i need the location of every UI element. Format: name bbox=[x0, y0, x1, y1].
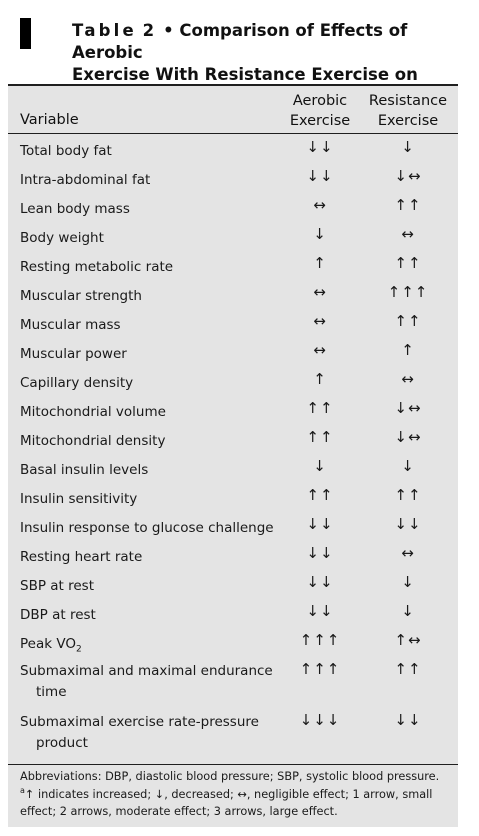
header-resistance-line-2: Exercise bbox=[377, 113, 439, 129]
row-resistance-effect: ↔ bbox=[401, 225, 415, 243]
row-aerobic-effect: ↔ bbox=[313, 283, 327, 301]
row-resistance-effect: ↓↓ bbox=[394, 711, 422, 729]
title-bullet: • bbox=[163, 21, 174, 40]
table-row bbox=[8, 540, 458, 569]
row-aerobic-effect: ↓↓ bbox=[306, 602, 334, 620]
row-aerobic-effect: ↓↓ bbox=[306, 138, 334, 156]
row-resistance-effect: ↑↑ bbox=[394, 660, 422, 678]
row-aerobic-effect: ↓ bbox=[313, 225, 327, 243]
row-aerobic-effect: ↑ bbox=[313, 254, 327, 272]
header-aerobic-line-2: Exercise bbox=[289, 113, 351, 129]
table-row bbox=[8, 308, 458, 337]
row-resistance-effect: ↑↑ bbox=[394, 312, 422, 330]
row-variable-label: Resting heart rate bbox=[20, 549, 143, 565]
row-variable-label: Lean body mass bbox=[20, 201, 130, 217]
row-label-line-1: Submaximal exercise rate-pressure bbox=[20, 714, 259, 730]
table-row bbox=[8, 221, 458, 250]
row-resistance-effect: ↔ bbox=[401, 544, 415, 562]
row-aerobic-effect: ↔ bbox=[313, 196, 327, 214]
row-aerobic-effect: ↑ bbox=[313, 370, 327, 388]
header-aerobic-line-1: Aerobic bbox=[292, 93, 348, 109]
table-row bbox=[8, 192, 458, 221]
footnote-marker: a bbox=[20, 785, 25, 795]
row-variable-label: Resting metabolic rate bbox=[20, 259, 174, 275]
row-aerobic-effect: ↓↓ bbox=[306, 544, 334, 562]
table-row bbox=[8, 134, 458, 163]
title-block bbox=[8, 8, 468, 82]
row-variable-label: Muscular mass bbox=[20, 317, 121, 333]
row-variable-label: Mitochondrial volume bbox=[20, 404, 166, 420]
row-aerobic-effect: ↑↑ bbox=[306, 428, 334, 446]
row-variable-label: Intra-abdominal fat bbox=[20, 172, 151, 188]
row-variable-label: Basal insulin levels bbox=[20, 462, 149, 478]
table-row bbox=[8, 279, 458, 308]
row-resistance-effect: ↓↔ bbox=[394, 399, 422, 417]
row-aerobic-effect: ↔ bbox=[313, 341, 327, 359]
row-variable-label: Mitochondrial density bbox=[20, 433, 166, 449]
table-row bbox=[8, 511, 458, 540]
row-resistance-effect: ↑↔ bbox=[394, 631, 422, 649]
row-variable-label: Total body fat bbox=[20, 143, 112, 159]
row-resistance-effect: ↑↑ bbox=[394, 196, 422, 214]
table-row bbox=[8, 453, 458, 482]
table-footnote bbox=[20, 768, 450, 821]
row-variable-label: DBP at rest bbox=[20, 607, 96, 623]
row-variable-label: Muscular strength bbox=[20, 288, 142, 304]
row-aerobic-effect: ↑↑↑ bbox=[299, 631, 341, 649]
row-variable-label: Body weight bbox=[20, 230, 104, 246]
row-resistance-effect: ↑↑ bbox=[394, 254, 422, 272]
table-row bbox=[8, 598, 458, 627]
row-resistance-effect: ↓↔ bbox=[394, 167, 422, 185]
table-row bbox=[8, 707, 458, 758]
row-aerobic-effect: ↓ bbox=[313, 457, 327, 475]
row-aerobic-effect: ↑↑ bbox=[306, 486, 334, 504]
row-aerobic-effect: ↓↓ bbox=[306, 167, 334, 185]
title-marker-bar bbox=[20, 18, 31, 49]
row-resistance-effect: ↑ bbox=[401, 341, 415, 359]
row-resistance-effect: ↓ bbox=[401, 573, 415, 591]
table-rows bbox=[8, 134, 458, 758]
header-variable: Variable bbox=[20, 112, 79, 128]
row-variable-label bbox=[20, 661, 295, 703]
row-label-line-1: Submaximal and maximal endurance bbox=[20, 663, 273, 679]
table-row bbox=[8, 395, 458, 424]
row-resistance-effect: ↓ bbox=[401, 457, 415, 475]
row-resistance-effect: ↑↑↑ bbox=[387, 283, 429, 301]
table-word: Table bbox=[72, 21, 137, 40]
row-aerobic-effect: ↑↑↑ bbox=[299, 660, 341, 678]
table-row bbox=[8, 250, 458, 279]
row-label-continuation: product bbox=[36, 735, 88, 751]
row-variable-label: Capillary density bbox=[20, 375, 134, 391]
table-row bbox=[8, 366, 458, 395]
row-resistance-effect: ↓ bbox=[401, 602, 415, 620]
footnote-arrow-legend: ↑ indicates increased; ↓, decreased; ↔, negligible effect; 1 arrow, small effect; 2 arrows, moderate effect; 3 arrows, large effect. bbox=[20, 787, 433, 818]
row-aerobic-effect: ↓↓ bbox=[306, 515, 334, 533]
header-aerobic-exercise bbox=[275, 91, 365, 131]
table-row bbox=[8, 482, 458, 511]
row-variable-label: Insulin response to glucose challenge bbox=[20, 520, 274, 536]
header-resistance-line-1: Resistance bbox=[368, 93, 448, 109]
table-row bbox=[8, 569, 458, 598]
table-row bbox=[8, 163, 458, 192]
header-resistance-exercise bbox=[363, 91, 453, 131]
table-number: 2 bbox=[142, 21, 158, 40]
row-resistance-effect: ↑↑ bbox=[394, 486, 422, 504]
peak-vo-text: Peak VO bbox=[20, 636, 76, 652]
row-resistance-effect: ↓↔ bbox=[394, 428, 422, 446]
row-variable-label: SBP at rest bbox=[20, 578, 95, 594]
row-resistance-effect: ↔ bbox=[401, 370, 415, 388]
table-row bbox=[8, 656, 458, 707]
row-resistance-effect: ↓ bbox=[401, 138, 415, 156]
row-aerobic-effect: ↑↑ bbox=[306, 399, 334, 417]
row-variable-label: Insulin sensitivity bbox=[20, 491, 138, 507]
title-line-1: Comparison of Effects of Aerobic bbox=[72, 21, 408, 62]
table-row bbox=[8, 337, 458, 366]
title-line-2: Exercise With Resistance Exercise on bbox=[72, 65, 418, 84]
table-top-rule bbox=[8, 84, 458, 86]
footnote-abbreviations: Abbreviations: DBP, diastolic blood pressure; SBP, systolic blood pressure. bbox=[20, 770, 440, 783]
table-row bbox=[8, 627, 458, 656]
row-variable-label: Muscular power bbox=[20, 346, 127, 362]
table-footer-rule bbox=[8, 764, 458, 765]
row-resistance-effect: ↓↓ bbox=[394, 515, 422, 533]
peak-vo-subscript: 2 bbox=[75, 644, 82, 655]
table-row bbox=[8, 424, 458, 453]
row-aerobic-effect: ↓↓↓ bbox=[299, 711, 341, 729]
row-variable-label bbox=[20, 712, 295, 754]
row-aerobic-effect: ↓↓ bbox=[306, 573, 334, 591]
row-label-continuation: time bbox=[36, 684, 67, 700]
row-aerobic-effect: ↔ bbox=[313, 312, 327, 330]
